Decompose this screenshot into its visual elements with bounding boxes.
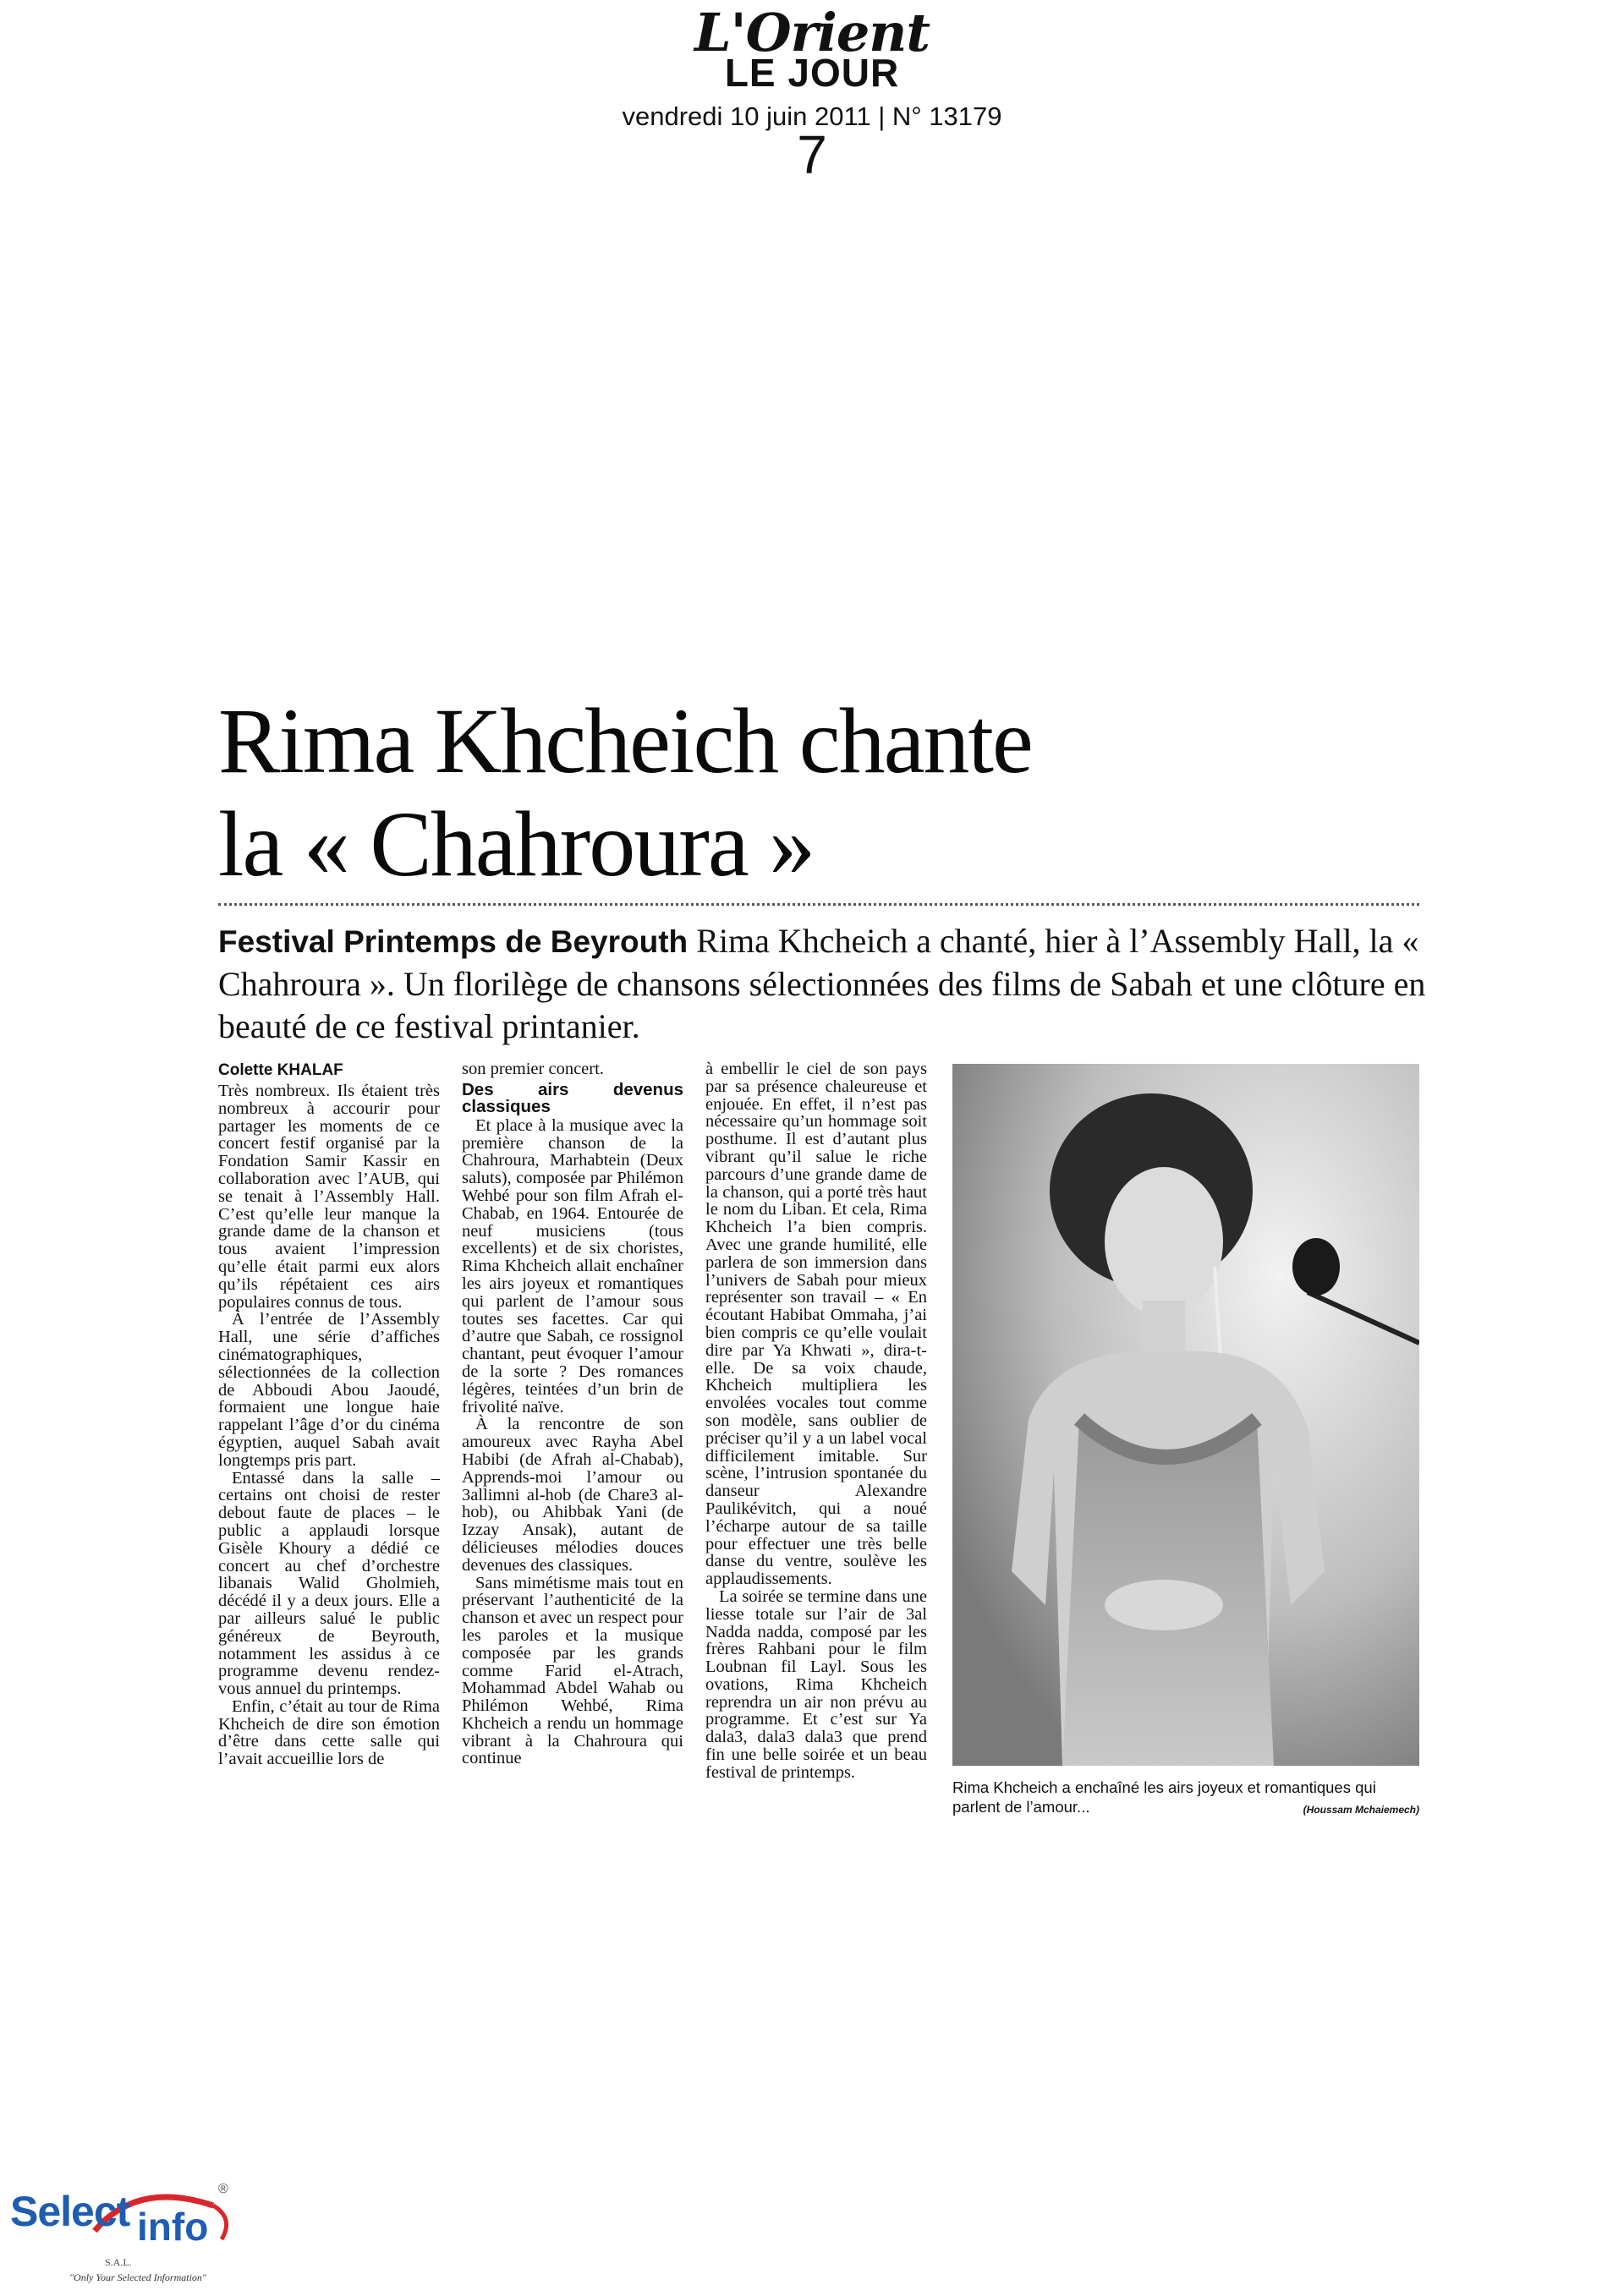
paragraph-continued: à embellir le ciel de son pays par sa présence chaleureuse et enjouée. En effet, il n’est pas nécessaire qu’un hommage soit posthume. Il est d’autant plus vibrant qu’il salue le riche parcours d’une grande dame de la chanson, qui a porté très haut le nom du Liban. Et cela, Rima Khcheich l’a bien compris. Avec une grande humilité, elle parlera de son immersion dans l’univers de Sabah pour mieux représenter son travail – « En écoutant Habibat Ommaha, j’ai bien compris ce qu’elle voulait dire par Ya Khwati », dira-t-elle. De sa voix chaude, Khcheich multipliera les envolées vocales tout comme son modèle, sans oublier de préciser qu’il y a un label vocal difficilement imitable. Sur scène, l’intrusion spontanée du danseur Alexandre Paulikévitch, qui a noué l’écharpe autour de sa taille pour effectuer une très belle danse du ventre, soulève les applaudissements. [705,1060,927,1589]
newspaper-logo-line1: L'Orient [694,2,930,63]
paragraph: Sans mimétisme mais tout en préservant l’authenticité de la chanson et avec un respect pour les paroles et la musique composée par les grands comme Farid el-Atrach, Mohammad Abdel Wahab ou Philémon Wehbé, Rima Khcheich a rendu un hommage vibrant à la Chahroura qui continue [462,1573,683,1768]
lead-paragraph [218,920,1436,1048]
paragraph: Entassé dans la salle – certains ont choisi de rester debout faute de places – le public a applaudi lorsque Gisèle Khoury a dédié ce concert au chef d’orchestre libanais Walid Gholmieh, décédé il y a deux jours. Elle a par ailleurs salué le public généreux de Beyrouth, notamment les assidus à ce programme devenu rendez-vous annuel du printemps. [218,1468,440,1699]
photo-caption [952,1778,1419,1820]
byline: Colette KHALAF [218,1061,343,1079]
page-number: 7 [797,124,827,185]
article-column-1 [218,1060,440,1768]
paragraph: Et place à la musique avec la première chanson de la Chahroura, Marhabtein (Deux saluts), composée par Philémon Wehbé pour son film Afrah el-Chabab, en 1964. Entourée de neuf musiciens (tous excellents) et de six choristes, Rima Khcheich allait enchaîner les airs joyeux et romantiques qui parlent de l’amour sous toutes ses facettes. Car qui d’autre que Sabah, ce rossignol chantant, peut évoquer l’amour de la sorte ? Des romances légères, teintées d’un brin de frivolité naïve. [462,1115,683,1417]
paragraph: À l’entrée de l’Assembly Hall, une série d’affiches cinématographiques, sélectionnées de la collection de Abboudi Abou Jaoudé, formaient une longue haie rappelant l’âge d’or du cinéma égyptien, auquel Sabah avait longtemps pris part. [218,1310,440,1470]
headline-line1: Rima Khcheich chante [218,689,1032,792]
headline-line2: la « Chahroura » [218,792,815,896]
registered-mark: ® [218,2182,228,2196]
article-column-3 [705,1060,927,1782]
kicker: Festival Printemps de Beyrouth [218,924,689,959]
singer-photo-illustration [952,1064,1419,1766]
selectinfo-logo [10,2180,239,2290]
paragraph: Très nombreux. Ils étaient très nombreux à accourir pour partager les moments de ce concert festif organisé par la Fondation Samir Kassir en collaboration avec l’AUB, qui se tenait à l’Assembly Hall. C’est qu’elle leur manque la grande dame de la chanson et tous avaient l’impression qu’elle était parmi eux alors qu’ils répétaient ces airs populaires connus de tous. [218,1082,440,1312]
lead-text: Rima Khcheich a chanté, hier à l’Assembly Hall, la « Chahroura ». Un florilège de chansons sélectionnées des films de Sabah et une clôture en beauté de ce festival printanier. [218,922,1426,1045]
dotted-rule [218,903,1419,906]
logo-word-info: info [137,2205,209,2249]
headline [218,689,1385,896]
logo-word-select: Select [10,2188,130,2235]
photo-credit: (Houssam Mchaiemech) [1303,1804,1419,1816]
masthead [0,2,1624,185]
article-photo [952,1064,1419,1766]
newspaper-logo-line2: LE JOUR [724,51,900,95]
paragraph-continued: son premier concert. [462,1060,604,1078]
subheading: Des airs devenus classiques [462,1079,683,1116]
paragraph: À la rencontre de son amoureux avec Rayha Abel Habibi (de Afrah al-Chabab), Apprends-moi l’amour ou 3allimni al-hob (de Chare3 al-hob), ou Ahibbak Yani (de Izzay Ansak), autant de délicieuses mélodies douces devenues des classiques. [462,1415,683,1575]
paragraph: Enfin, c’était au tour de Rima Khcheich de dire son émotion d’être dans cette salle qui l’avait accueillie lors de [218,1696,440,1769]
logo-sal: S.A.L. [105,2256,132,2268]
caption-text: Rima Khcheich a enchaîné les airs joyeux et romantiques qui parlent de l’amour... [952,1778,1376,1816]
logo-tagline: "Only Your Selected Information" [69,2271,206,2283]
dateline: vendredi 10 juin 2011 | N° 13179 [622,101,1002,131]
paragraph: La soirée se termine dans une liesse totale sur l’air de 3al Nadda nadda, composé par les frères Rahbani pour le film Loubnan fil Layl. Sous les ovations, Rima Khcheich reprendra un air non prévu au programme. Et c’est sur Ya dala3, dala3 dala3 que prend fin une belle soirée et un beau festival de printemps. [705,1586,927,1782]
article-column-2 [462,1060,683,1767]
